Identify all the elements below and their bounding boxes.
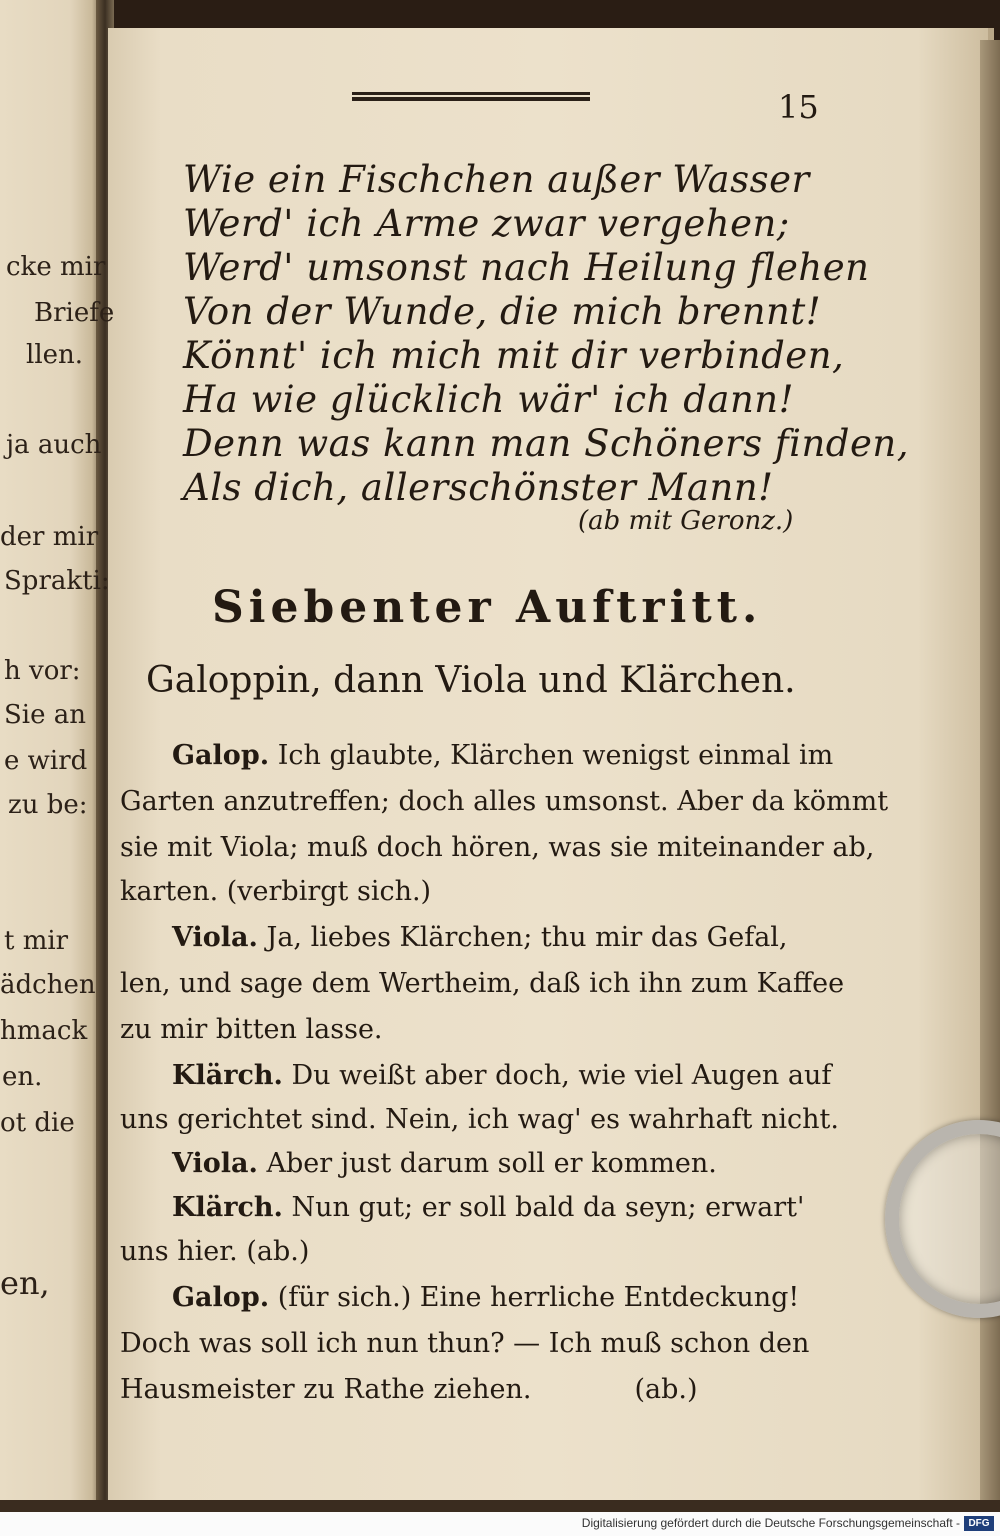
dialogue-line: Hausmeister zu Rathe ziehen. (ab.) — [120, 1374, 698, 1405]
left-page-fragment: ja auch — [6, 430, 102, 460]
dialogue-text: Ja, liebes Klärchen; thu mir das Gefal, — [266, 922, 788, 953]
left-page-fragment: ot die — [0, 1108, 75, 1138]
dialogue-line — [172, 922, 788, 953]
poem-line: Von der Wunde, die mich brennt! — [183, 290, 822, 333]
poem-line: Ha wie glücklich wär' ich dann! — [183, 378, 794, 421]
left-page-fragment: llen. — [26, 340, 84, 370]
header-rule — [352, 92, 590, 104]
dialogue-text: Ich glaubte, Klärchen wenigst einmal im — [277, 740, 834, 771]
scene-title: Siebenter Auftritt. — [212, 582, 763, 633]
dialogue-line: Doch was soll ich nun thun? — Ich muß schon den — [120, 1328, 810, 1359]
dialogue-text: Aber just darum soll er kommen. — [266, 1148, 717, 1179]
left-page-fragment: Briefe — [34, 298, 115, 328]
left-page-fragment: hmack — [0, 1016, 88, 1046]
speaker-name: Viola. — [172, 922, 258, 953]
left-page-fragment: t mir — [4, 926, 69, 956]
poem-line: Denn was kann man Schöners finden, — [183, 422, 909, 465]
poem-line: Werd' umsonst nach Heilung flehen — [183, 246, 870, 289]
dialogue-line — [172, 1060, 831, 1091]
left-page-fragment: der mir — [0, 522, 99, 552]
speaker-name: Klärch. — [172, 1192, 283, 1223]
dialogue-text: Nun gut; er soll bald da seyn; erwart' — [291, 1192, 805, 1223]
footer-bar — [0, 1512, 1000, 1536]
dialogue-line — [172, 1192, 804, 1223]
left-page-fragment: h vor: — [4, 656, 81, 686]
stage-direction: (ab mit Geronz.) — [578, 506, 794, 536]
dialogue-text: (für sich.) Eine herrliche Entdeckung! — [277, 1282, 800, 1313]
speaker-name: Klärch. — [172, 1060, 283, 1091]
poem-line: Könnt' ich mich mit dir verbinden, — [183, 334, 845, 377]
left-page-fragment: Sie an — [4, 700, 87, 730]
funding-credit: Digitalisierung gefördert durch die Deutsche Forschungsgemeinschaft - — [581, 1516, 960, 1530]
speaker-name: Galop. — [172, 1282, 270, 1313]
scene-characters: Galoppin, dann Viola und Klärchen. — [146, 660, 796, 701]
left-page-fragment: e wird — [4, 746, 88, 776]
speaker-name: Viola. — [172, 1148, 258, 1179]
dialogue-line — [172, 1282, 799, 1313]
left-page-fragment: en, — [0, 1264, 50, 1302]
scan-border — [0, 1500, 1000, 1512]
dialogue-line: zu mir bitten lasse. — [120, 1014, 383, 1045]
left-page-fragment: cke mir — [6, 252, 106, 282]
poem-line: Wie ein Fischchen außer Wasser — [183, 158, 810, 201]
left-page-fragment: ädchen — [0, 970, 96, 1000]
left-page-fragment: Sprakti: — [4, 566, 110, 596]
dialogue-line: sie mit Viola; muß doch hören, was sie miteinander ab, — [120, 832, 875, 863]
poem-line: Als dich, allerschönster Mann! — [183, 466, 774, 509]
left-page-fragment: en. — [2, 1062, 43, 1092]
speaker-name: Galop. — [172, 740, 270, 771]
dialogue-line: uns hier. (ab.) — [120, 1236, 310, 1267]
page-number: 15 — [778, 88, 819, 126]
dialogue-text: Du weißt aber doch, wie viel Augen auf — [291, 1060, 832, 1091]
dfg-logo-icon: DFG — [964, 1516, 994, 1531]
dialogue-line: Garten anzutreffen; doch alles umsonst. Aber da kömmt — [120, 786, 889, 817]
dialogue-line — [172, 740, 833, 771]
poem-line: Werd' ich Arme zwar vergehen; — [183, 202, 790, 245]
dialogue-line — [172, 1148, 717, 1179]
dialogue-line: uns gerichtet sind. Nein, ich wag' es wahrhaft nicht. — [120, 1104, 839, 1135]
dialogue-line: karten. (verbirgt sich.) — [120, 876, 432, 907]
dialogue-line: len, und sage dem Wertheim, daß ich ihn zum Kaffee — [120, 968, 845, 999]
left-page-fragment: zu be: — [8, 790, 88, 820]
